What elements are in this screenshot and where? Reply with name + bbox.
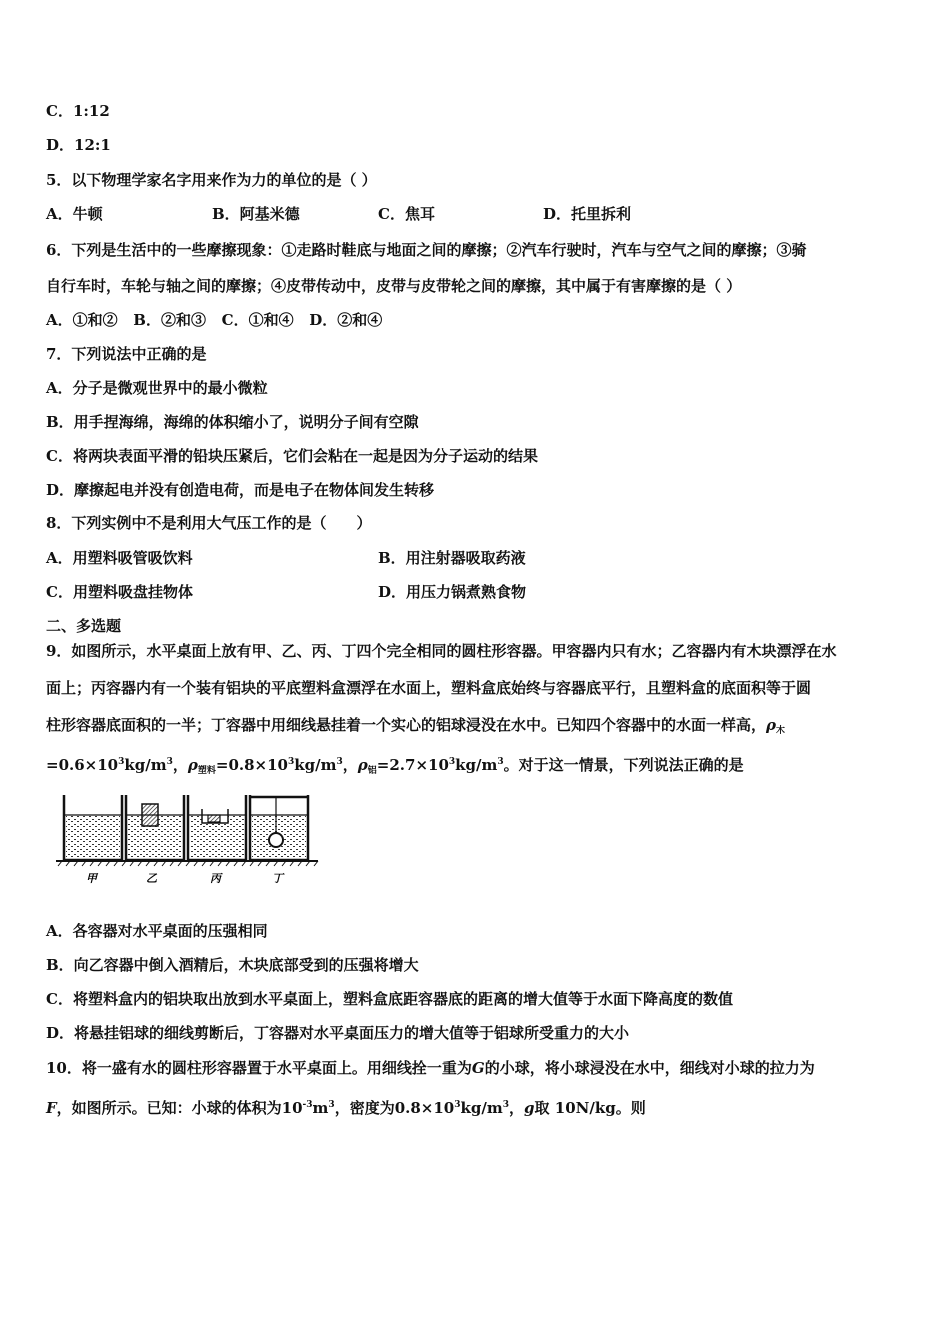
label-jia: 甲 (86, 872, 97, 885)
volume-unit-exponent: 3 (328, 1100, 335, 1110)
label-ding: 丁 (272, 872, 283, 885)
container-jia (64, 795, 122, 860)
q7-option-a: A．分子是微观世界中的最小微粒 (46, 379, 268, 397)
q8-option-d: D．用压力锅煮熟食物 (378, 583, 527, 601)
label-yi: 乙 (146, 872, 157, 885)
container-bing (188, 795, 246, 860)
q10-stem-line1 (46, 1058, 815, 1078)
q9-option-c: C．将塑料盒内的铝块取出放到水平桌面上，塑料盒底距容器底的距离的增大值等于水面下降高度的数值 (46, 990, 733, 1008)
container-yi (126, 795, 184, 860)
q7-option-c: C．将两块表面平滑的铅块压紧后，它们会粘在一起是因为分子运动的结果 (46, 447, 538, 465)
density-exponent: 3 (454, 1100, 461, 1110)
q8-option-a: A．用塑料吸管吸饮料 (46, 549, 193, 567)
q5-option-b: B．阿基米德 (212, 205, 300, 223)
q6-stem-line2: 自行车时，车轮与轴之间的摩擦；④皮带传动中，皮带与皮带轮之间的摩擦，其中属于有害摩擦的是（ ） (46, 277, 742, 295)
rho-al-subscript: 铝 (367, 766, 377, 776)
volume-exponent: -3 (302, 1100, 313, 1110)
q9-stem-line2: 面上；丙容器内有一个装有铝块的平底塑料盒漂浮在水面上，塑料盒底始终与容器底平行，且塑料盒的底面积等于圆 (46, 679, 812, 697)
rho-wood-subscript: 木 (776, 726, 786, 736)
q4-option-c: C．1:12 (46, 102, 110, 120)
rho-plastic-subscript: 塑料 (197, 766, 216, 776)
q6-options: A．①和② B．②和③ C．①和④ D．②和④ (46, 311, 383, 329)
q9-stem-line4 (46, 752, 744, 781)
q7-option-b: B．用手捏海绵，海绵的体积缩小了，说明分子间有空隙 (46, 413, 419, 431)
section-title-multiple-choice: 二、多选题 (46, 617, 122, 635)
q7-option-d: D．摩擦起电并没有创造电荷，而是电子在物体间发生转移 (46, 481, 435, 499)
q10-stem-part4: ，密度为 (334, 1099, 395, 1117)
rho-plastic-value: =0.8×10 (215, 756, 288, 774)
weight-symbol: G (471, 1059, 485, 1077)
rho-al-value: =2.7×10 (376, 756, 449, 774)
q9-stem-line3 (46, 715, 785, 741)
q9-containers-figure (56, 793, 321, 885)
q6-stem-line1: 6．下列是生活中的一些摩擦现象：①走路时鞋底与地面之间的摩擦；②汽车行驶时，汽车与空气之间的摩擦；③骑 (46, 241, 807, 259)
rho-plastic-symbol: ρ (187, 756, 198, 774)
q10-stem-part5: 取 10N/kg。则 (534, 1099, 646, 1117)
aluminum-ball (269, 833, 283, 847)
rho-wood-unit: kg/m (124, 756, 167, 774)
q9-stem-tail: 。对于这一情景，下列说法正确的是 (503, 756, 744, 774)
density-value: 0.8×10 (394, 1099, 455, 1117)
rho-plastic-exponent: 3 (288, 757, 295, 767)
q9-option-a: A．各容器对水平桌面的压强相同 (46, 922, 268, 940)
rho-wood-symbol: ρ (766, 716, 776, 734)
force-symbol: F (46, 1099, 57, 1117)
rho-wood-value: =0.6×10 (46, 756, 119, 774)
rho-plastic-unit: kg/m (294, 756, 337, 774)
q8-stem: 8．下列实例中不是利用大气压工作的是（ ） (46, 514, 372, 532)
rho-wood-exponent: 3 (118, 757, 125, 767)
rho-al-unit: kg/m (455, 756, 498, 774)
container-ding (250, 795, 308, 860)
q9-option-d: D．将悬挂铝球的细线剪断后，丁容器对水平桌面压力的增大值等于铝球所受重力的大小 (46, 1024, 630, 1042)
rho-al-unit-exponent: 3 (497, 757, 504, 767)
volume-unit: m (312, 1099, 329, 1117)
water-jia (66, 815, 120, 860)
label-bing: 丙 (210, 872, 221, 885)
q5-option-a: A．牛顿 (46, 205, 103, 223)
aluminum-block (208, 815, 220, 822)
q7-stem: 7．下列说法中正确的是 (46, 345, 207, 363)
q9-option-b: B．向乙容器中倒入酒精后，木块底部受到的压强将增大 (46, 956, 419, 974)
volume-base: 10 (281, 1099, 303, 1117)
q5-stem: 5．以下物理学家名字用来作为力的单位的是（ ） (46, 171, 377, 189)
q8-option-b: B．用注射器吸取药液 (378, 549, 526, 567)
density-unit: kg/m (460, 1099, 503, 1117)
q9-stem-line3-text: 柱形容器底面积的一半；丁容器中用细线悬挂着一个实心的铝球浸没在水中。已知四个容器中的水面一样高， (46, 716, 767, 734)
separator: ， (172, 756, 188, 774)
rho-al-exponent: 3 (448, 757, 456, 767)
q10-stem-line2 (46, 1095, 646, 1118)
q8-option-c: C．用塑料吸盘挂物体 (46, 583, 193, 601)
q5-option-d: D．托里拆利 (543, 205, 632, 223)
q4-option-d: D．12:1 (46, 136, 111, 154)
separator: ， (342, 756, 358, 774)
q10-stem-part1: 10．将一盛有水的圆柱形容器置于水平桌面上。用细线拴一重为 (46, 1059, 472, 1077)
rho-wood-unit-exponent: 3 (166, 757, 173, 767)
rho-plastic-unit-exponent: 3 (336, 757, 343, 767)
q10-stem-part2: 的小球，将小球浸没在水中，细线对小球的拉力为 (484, 1059, 815, 1077)
q5-option-c: C．焦耳 (378, 205, 435, 223)
rho-al-symbol: ρ (357, 756, 368, 774)
table-surface (56, 861, 318, 866)
gravity-symbol: g (524, 1099, 535, 1117)
q9-stem-line1: 9．如图所示，水平桌面上放有甲、乙、丙、丁四个完全相同的圆柱形容器。甲容器内只有水；乙容器内有木块漂浮在水 (46, 642, 837, 660)
separator: ， (509, 1099, 525, 1117)
q10-stem-part3: ，如图所示。已知：小球的体积为 (56, 1099, 282, 1117)
density-unit-exponent: 3 (502, 1100, 510, 1110)
